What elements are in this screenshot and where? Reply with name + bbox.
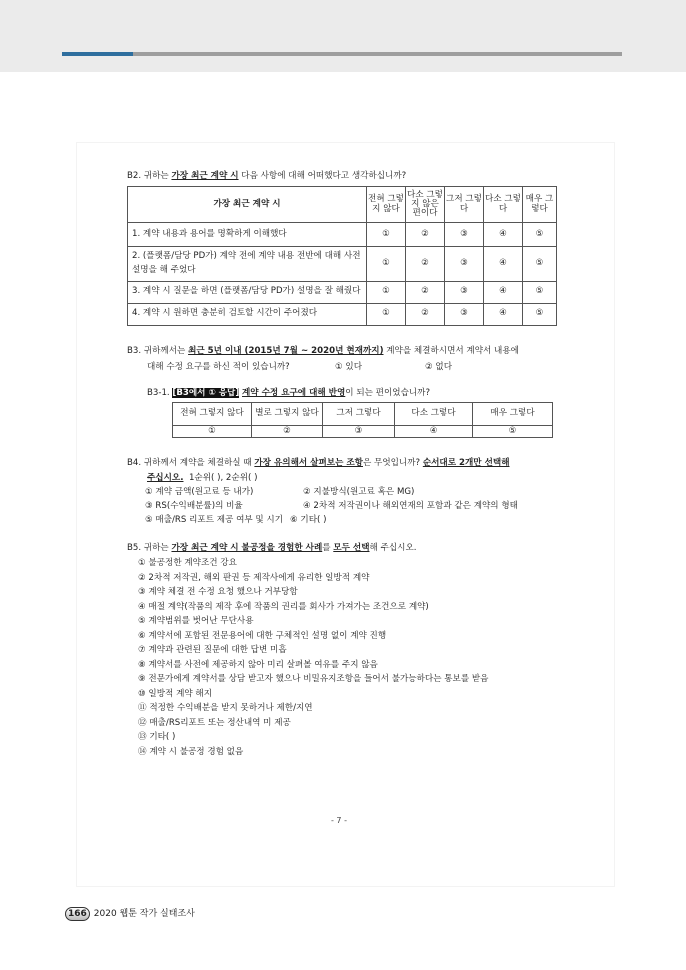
- b4-option[interactable]: ④ 2차적 저작권이나 해외연재의 포함과 같은 계약의 형태: [303, 501, 518, 511]
- q-text: 이 되는 편이었습니까?: [345, 388, 431, 398]
- footer: [65, 906, 195, 921]
- rating-option-2[interactable]: ②: [251, 426, 322, 438]
- q-emphasis: 모두 선택: [333, 543, 370, 553]
- page-number-badge: 166: [65, 907, 90, 921]
- footer-title: 2020 웹툰 작가 실태조사: [93, 909, 195, 919]
- rating-option-3[interactable]: ③: [445, 223, 484, 247]
- b4-option[interactable]: ⑤ 매출/RS 리포트 제공 여부 및 시기: [145, 515, 284, 525]
- b3-option-yes[interactable]: ① 있다: [335, 362, 363, 372]
- rating-option-1[interactable]: ①: [367, 247, 406, 282]
- b5-option[interactable]: ⑨ 전문가에게 계약서를 상담 받고자 했으나 비밀유지조항을 들어서 불가능하다는 통보를 받음: [138, 674, 489, 684]
- row-label: 4. 계약 시 원하면 충분히 검토할 시간이 주어졌다: [128, 303, 367, 325]
- scale-3: 그저 그렇다: [323, 403, 395, 426]
- b5-option[interactable]: ⑪ 적정한 수익배분을 받지 못하거나 제한/지연: [138, 703, 313, 713]
- q-text: B3. 귀하께서는: [127, 346, 189, 356]
- viewer-toolbar-area: [0, 0, 686, 72]
- q-emphasis: 가장 최근 계약 시: [171, 171, 239, 181]
- q-emphasis: 가장 유의해서 살펴보는 조항: [254, 458, 363, 468]
- rating-option-5[interactable]: ⑤: [523, 247, 557, 282]
- b4-option[interactable]: ② 지불방식(원고료 혹은 MG): [303, 487, 415, 497]
- b5-options: [138, 556, 488, 759]
- q-text: B3-1.: [147, 388, 173, 398]
- q-emphasis: 순서대로 2개만 선택해: [422, 458, 510, 468]
- rating-option-4[interactable]: ④: [484, 247, 523, 282]
- b5-option[interactable]: ② 2차적 저작권, 해외 판권 등 제작사에게 유리한 일방적 계약: [138, 572, 370, 583]
- table-row: [128, 247, 557, 282]
- scale-5: 매우 그렇다: [523, 187, 557, 223]
- rating-option-2[interactable]: ②: [406, 247, 445, 282]
- scale-4: 다소 그렇다: [395, 403, 473, 426]
- q-text: 해 주십시오.: [369, 543, 417, 553]
- question-b5: [127, 541, 416, 553]
- q-text: 를: [322, 543, 334, 553]
- b2-table: [127, 186, 557, 326]
- b5-option[interactable]: ⑬ 기타( ): [138, 732, 176, 742]
- rating-option-5[interactable]: ⑤: [523, 281, 557, 303]
- table-row: [128, 281, 557, 303]
- q-text: B5. 귀하는: [127, 543, 172, 553]
- b5-option[interactable]: ① 불공정한 계약조건 강요: [138, 558, 237, 568]
- q-text: 은 무엇입니까?: [362, 458, 423, 468]
- b5-option[interactable]: ⑤ 계약범위를 벗어난 무단사용: [138, 616, 254, 626]
- b5-option[interactable]: ⑩ 일방적 계약 해지: [138, 688, 213, 699]
- scale-2: 별로 그렇지 않다: [251, 403, 322, 426]
- row-label: 3. 계약 시 질문을 하면 (플랫폼/담당 PD가) 설명을 잘 해줬다: [128, 281, 367, 303]
- rating-option-3[interactable]: ③: [445, 281, 484, 303]
- q-text: 계약을 체결하시면서 계약서 내용에: [383, 346, 519, 356]
- b4-option[interactable]: ① 계약 금액(원고료 등 내가): [145, 487, 254, 497]
- rating-option-3[interactable]: ③: [323, 426, 395, 438]
- rating-option-1[interactable]: ①: [367, 223, 406, 247]
- b5-option[interactable]: ⑦ 계약과 관련된 질문에 대한 답변 미흡: [138, 645, 287, 655]
- inner-page-number: - 7 -: [331, 816, 347, 825]
- table-row: [128, 303, 557, 325]
- q-text: 다음 사항에 대해 어떠했다고 생각하십니까?: [238, 171, 407, 181]
- rating-option-3[interactable]: ③: [445, 247, 484, 282]
- q-emphasis: 주십시오.: [147, 473, 184, 483]
- rating-option-2[interactable]: ②: [406, 281, 445, 303]
- rating-option-2[interactable]: ②: [406, 303, 445, 325]
- rating-option-5[interactable]: ⑤: [523, 303, 557, 325]
- scale-5: 매우 그렇다: [473, 403, 553, 426]
- reading-progress-bar: [62, 52, 622, 56]
- scale-1: 전혀 그렇지 않다: [367, 187, 406, 223]
- rating-option-4[interactable]: ④: [395, 426, 473, 438]
- b5-option[interactable]: ④ 매절 계약(작품의 제작 후에 작품의 권리를 회사가 가져가는 조건으로 계약): [138, 601, 429, 612]
- question-b3-1: [147, 386, 430, 398]
- rating-option-2[interactable]: ②: [406, 223, 445, 247]
- b3-option-no[interactable]: ② 없다: [425, 362, 453, 372]
- b2-header: 가장 최근 계약 시: [128, 187, 367, 223]
- row-label: 2. (플랫폼/담당 PD가) 계약 전에 계약 내용 전반에 대해 사전 설명을 해 주었다: [128, 247, 367, 282]
- q-emphasis: 계약 수정 요구에 대해 반영: [242, 388, 346, 398]
- q-text: B2. 귀하는: [127, 171, 172, 181]
- rating-option-3[interactable]: ③: [445, 303, 484, 325]
- rating-option-1[interactable]: ①: [367, 303, 406, 325]
- b4-line2: [147, 471, 257, 483]
- rating-option-5[interactable]: ⑤: [473, 426, 553, 438]
- scale-4: 다소 그렇다: [484, 187, 523, 223]
- b5-option[interactable]: ⑧ 계약서를 사전에 제공하지 않아 미리 살펴볼 여유를 주지 않음: [138, 659, 378, 670]
- b5-option[interactable]: ⑭ 계약 시 불공정 경험 없음: [138, 746, 244, 757]
- question-b2: [127, 169, 406, 181]
- rating-option-1[interactable]: ①: [173, 426, 252, 438]
- table-row: [128, 223, 557, 247]
- rating-option-4[interactable]: ④: [484, 223, 523, 247]
- q-text: B4. 귀하께서 계약을 체결하실 때: [127, 458, 255, 468]
- q-emphasis: 최근 5년 이내 (2015년 7월 ~ 2020년 현재까지): [188, 346, 384, 356]
- progress-fill: [62, 52, 133, 56]
- scale-2: 다소 그렇지 않은 편이다: [406, 187, 445, 223]
- b4-option[interactable]: ③ RS(수익배분률)의 비율: [145, 501, 243, 511]
- b5-option[interactable]: ⑫ 매출/RS리포트 또는 정산내역 미 제공: [138, 717, 291, 728]
- rating-option-4[interactable]: ④: [484, 281, 523, 303]
- b5-option[interactable]: ⑥ 계약서에 포함된 전문용어에 대한 구체적인 설명 없이 계약 진행: [138, 630, 387, 641]
- row-label: 1. 계약 내용과 용어를 명확하게 이해했다: [128, 223, 367, 247]
- b5-option[interactable]: ③ 계약 체결 전 수정 요청 했으나 거부당함: [138, 587, 298, 597]
- scale-3: 그저 그렇다: [445, 187, 484, 223]
- rating-option-5[interactable]: ⑤: [523, 223, 557, 247]
- rating-option-4[interactable]: ④: [484, 303, 523, 325]
- scale-1: 전혀 그렇지 않다: [173, 403, 252, 426]
- question-b4: [127, 456, 510, 468]
- rating-option-1[interactable]: ①: [367, 281, 406, 303]
- q-condition-tag: [B3에서 ① 응답]: [172, 388, 240, 398]
- q-emphasis: 가장 최근 계약 시 불공정을 경험한 사례: [171, 543, 323, 553]
- b4-option[interactable]: ⑥ 기타( ): [290, 515, 327, 525]
- b3-1-table: [172, 402, 553, 438]
- question-b3: [127, 344, 519, 356]
- b4-rank-input[interactable]: 1순위( ), 2순위( ): [188, 473, 258, 483]
- b3-line2: 대해 수정 요구를 하신 적이 있습니까?: [147, 362, 290, 372]
